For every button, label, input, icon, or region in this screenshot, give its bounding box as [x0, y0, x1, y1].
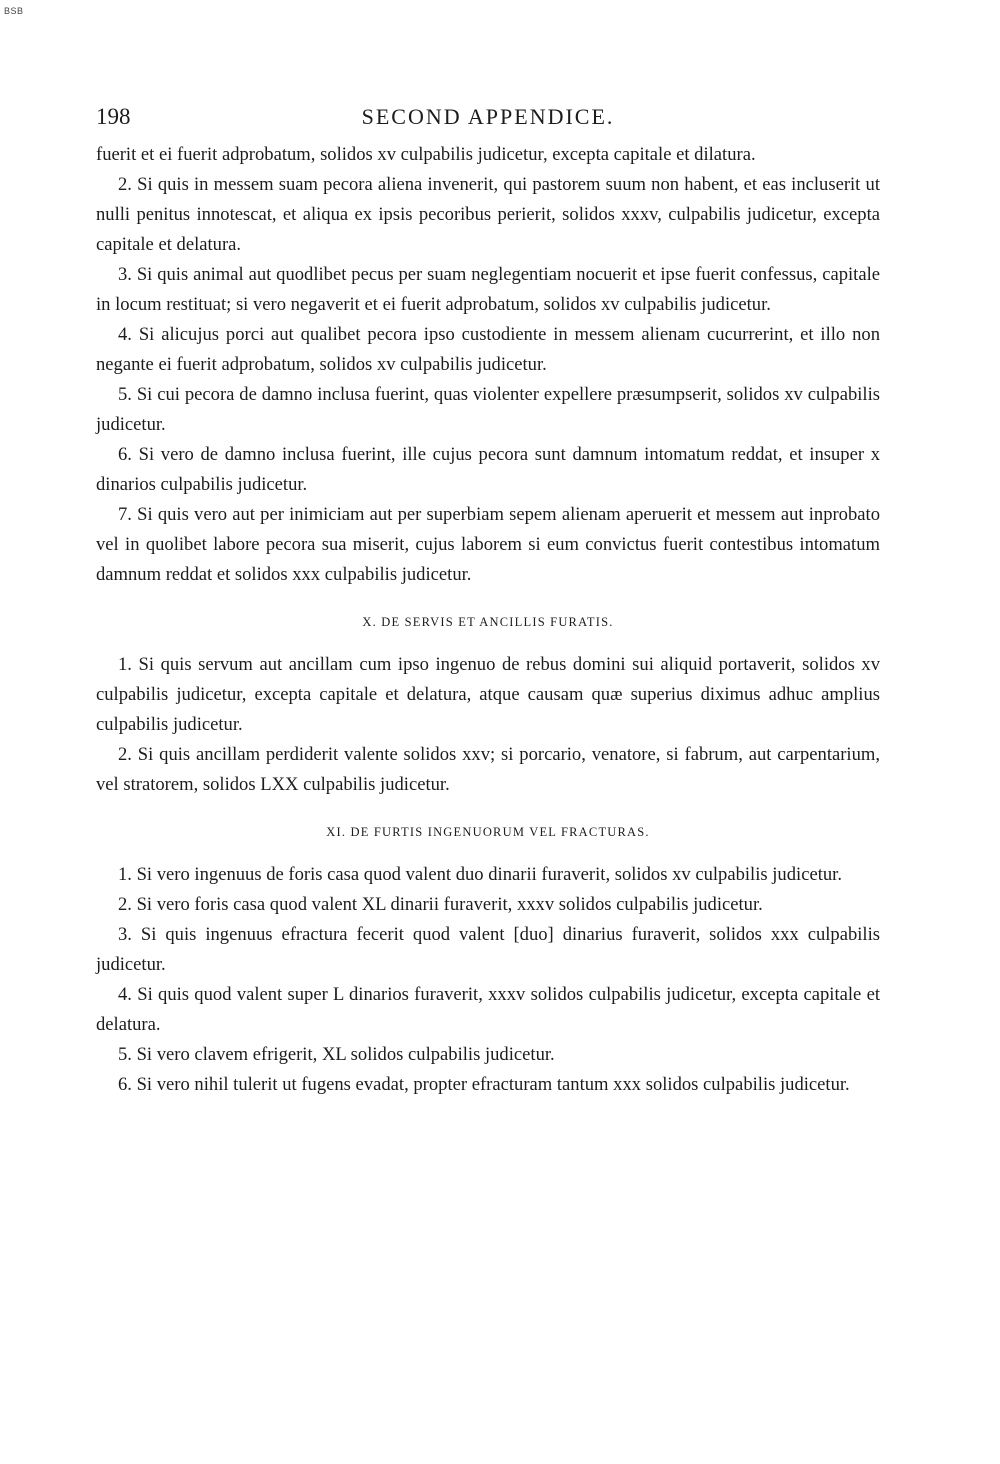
paragraph: 3. Si quis ingenuus efractura fecerit quod valent [duo] dinarius furaverit, solidos xxx culpabilis judicetur.: [96, 924, 880, 975]
paragraph: fuerit et ei fuerit adprobatum, solidos xv culpabilis judicetur, excepta capitale et dilatura.: [96, 144, 756, 165]
library-stamp: BSB: [4, 6, 24, 16]
page-number: 198: [96, 104, 131, 129]
running-head: SECOND APPENDICE.: [361, 104, 615, 129]
page-body: [96, 140, 880, 1100]
paragraph: 5. Si cui pecora de damno inclusa fuerint, quas violenter expellere præsumpserit, solidos xv culpabilis judicetur.: [96, 384, 880, 435]
paragraph: 2. Si vero foris casa quod valent XL dinarii furaverit, xxxv solidos culpabilis judicetur.: [118, 894, 763, 915]
paragraph: 2. Si quis in messem suam pecora aliena invenerit, qui pastorem suum non habent, et eas incluserit ut nulli penitus innotescat, et aliqua ex ipsis pecoribus perierit, solidos xxxv, culpabilis judicetur, excepta capitale et delatura.: [96, 174, 880, 255]
section-heading: XI. DE FURTIS INGENUORUM VEL FRACTURAS.: [326, 825, 650, 839]
paragraph: 1. Si vero ingenuus de foris casa quod valent duo dinarii furaverit, solidos xv culpabilis judicetur.: [118, 864, 842, 885]
paragraph: 3. Si quis animal aut quodlibet pecus per suam neglegentiam nocuerit et ipse fuerit confessus, capitale in locum restituat; si vero negaverit et ei fuerit adprobatum, solidos xv culpabilis judicetur.: [96, 264, 880, 315]
section-heading: X. DE SERVIS ET ANCILLIS FURATIS.: [362, 615, 614, 629]
paragraph: 4. Si quis quod valent super L dinarios furaverit, xxxv solidos culpabilis judicetur, excepta capitale et delatura.: [96, 984, 880, 1035]
paragraph: 4. Si alicujus porci aut qualibet pecora ipso custodiente in messem alienam cucurrerint, et illo non negante ei fuerit adprobatum, solidos xv culpabilis judicetur.: [96, 324, 880, 375]
paragraph: 5. Si vero clavem efrigerit, XL solidos culpabilis judicetur.: [118, 1044, 555, 1065]
paragraph: 7. Si quis vero aut per inimiciam aut per superbiam sepem alienam aperuerit et messem aut inprobato vel in quolibet labore pecora sua miserit, cujus laborem si eum convictus fuerit contestibus intomatum damnum reddat et solidos xxx culpabilis judicetur.: [96, 504, 880, 585]
paragraph: 6. Si vero nihil tulerit ut fugens evadat, propter efracturam tantum xxx solidos culpabilis judicetur.: [118, 1074, 850, 1095]
page-header: [96, 104, 880, 134]
paragraph: 2. Si quis ancillam perdiderit valente solidos xxv; si porcario, venatore, si fabrum, aut carpentarium, vel stratorem, solidos LXX culpabilis judicetur.: [96, 744, 880, 795]
paragraph: 6. Si vero de damno inclusa fuerint, ille cujus pecora sunt damnum intomatum reddat, et insuper x dinarios culpabilis judicetur.: [96, 444, 880, 495]
paragraph: 1. Si quis servum aut ancillam cum ipso ingenuo de rebus domini sui aliquid portaverit, solidos xv culpabilis judicetur, excepta capitale et delatura, atque causam quæ superius diximus adhuc amplius culpabilis judicetur.: [96, 654, 880, 735]
